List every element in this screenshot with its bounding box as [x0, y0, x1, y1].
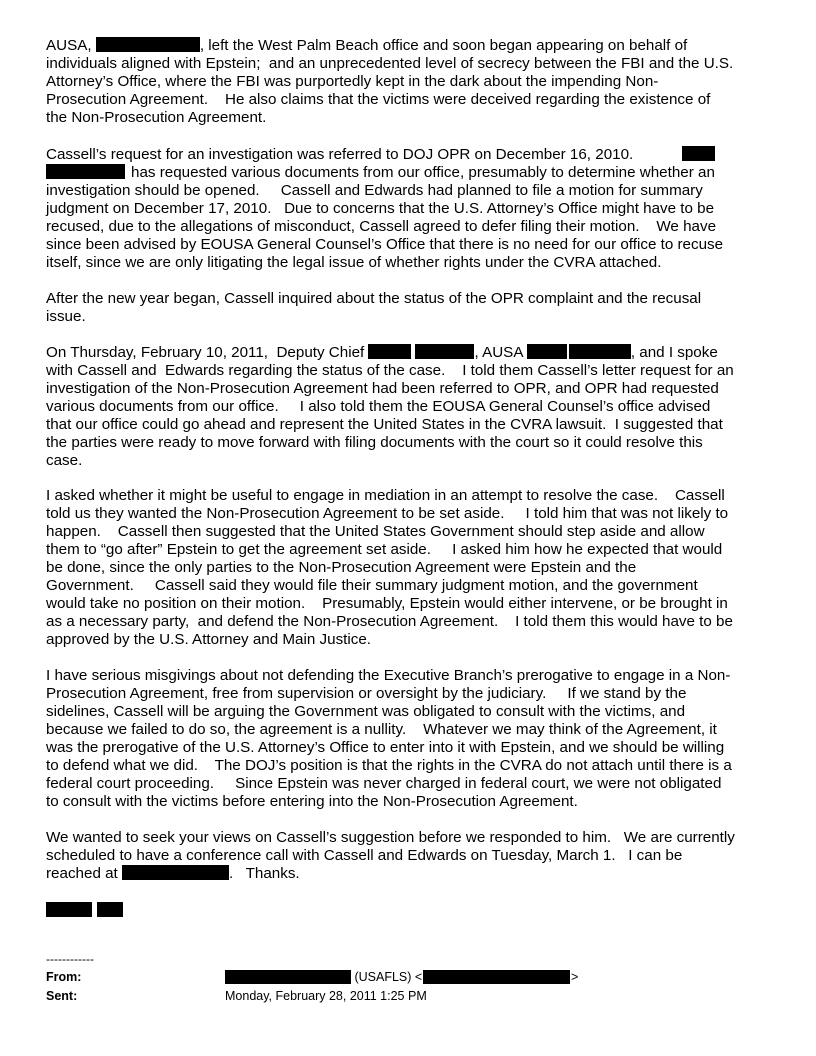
text-line: case. — [46, 452, 83, 469]
text-line: with Cassell and Edwards regarding the status of the case. I told them Cassell’s letter request for an — [46, 362, 734, 379]
text-line: to consult with the victims before entering into the Non-Prosecution Agreement. — [46, 793, 578, 810]
text-line: the Non-Prosecution Agreement. — [46, 109, 267, 126]
text-line: AUSA, , left the West Palm Beach office and soon began appearing on behalf of — [46, 37, 688, 54]
text-line: On Thursday, February 10, 2011, Deputy Chief , AUSA , and I spoke — [46, 344, 718, 361]
sent-label: Sent: — [46, 989, 78, 1003]
text-line: approved by the U.S. Attorney and Main Justice. — [46, 631, 372, 648]
text-line: issue. — [46, 308, 86, 325]
text-line: recused, due to the allegations of misconduct, Cassell agreed to defer filing their motion. We have — [46, 218, 717, 235]
redaction-block — [423, 970, 570, 984]
from-label: From: — [46, 970, 82, 984]
from-value: (USAFLS) < — [351, 970, 423, 984]
redaction-block — [527, 344, 567, 359]
redaction-block — [96, 37, 200, 52]
redaction-block — [225, 970, 351, 984]
text-line: has requested various documents from our office, presumably to determine whether an — [131, 164, 715, 181]
redaction-block — [122, 865, 229, 880]
text-line: itself, since we are only litigating the legal issue of whether rights under the CVRA attached. — [46, 254, 662, 271]
text-line: Attorney’s Office, where the FBI was purportedly kept in the dark about the impending Non- — [46, 73, 659, 90]
redaction-block — [46, 164, 125, 179]
text-line: investigation should be opened. Cassell and Edwards had planned to file a motion for summary — [46, 182, 703, 199]
text-line: since been advised by EOUSA General Counsel’s Office that there is no need for our office to recuse — [46, 236, 724, 253]
text-line: individuals aligned with Epstein; and an unprecedented level of secrecy between the FBI and the U.S. — [46, 55, 734, 72]
text-line: sidelines, Cassell will be arguing the Government was obligated to consult with the victims, and — [46, 703, 686, 720]
text-line: Prosecution Agreement. He also claims that the victims were deceived regarding the existence of — [46, 91, 711, 108]
text-line: as a necessary party, and defend the Non-Prosecution Agreement. I told them this would have to be — [46, 613, 733, 630]
signature-redaction — [46, 902, 92, 917]
text-line: would take no position on their motion. Presumably, Epstein would either intervene, or be brought in — [46, 595, 728, 612]
text-line: Government. Cassell said they would file their summary judgment motion, and the government — [46, 577, 698, 594]
redaction-block — [569, 344, 631, 359]
text-line: was the prerogative of the U.S. Attorney’s Office to enter into it with Epstein, and we should be willing — [46, 739, 725, 756]
text-line: I asked whether it might be useful to engage in mediation in an attempt to resolve the case. Cassell — [46, 487, 725, 504]
text-line: happen. Cassell then suggested that the United States Government should step aside and allow — [46, 523, 705, 540]
text-line: be done, since the only parties to the Non-Prosecution Agreement were Epstein and the — [46, 559, 637, 576]
text-line: to defend what we did. The DOJ’s position is that the rights in the CVRA do not attach until there is a — [46, 757, 732, 774]
text-line: that our office could go ahead and represent the United States in the CVRA lawsuit. I suggested that — [46, 416, 723, 433]
signature-redaction — [97, 902, 123, 917]
text-line: told us they wanted the Non-Prosecution Agreement to be set aside. I told him that was not likely to — [46, 505, 729, 522]
text-line: After the new year began, Cassell inquired about the status of the OPR complaint and the recusal — [46, 290, 702, 307]
text-line: them to “go after” Epstein to get the agreement set aside. I asked him how he expected that would — [46, 541, 723, 558]
redaction-block — [415, 344, 474, 359]
from-email-close: > — [571, 970, 579, 984]
text-line: investigation of the Non-Prosecution Agreement had been referred to OPR, and OPR had requested — [46, 380, 719, 397]
text-line: reached at . Thanks. — [46, 865, 300, 882]
text-line: judgment on December 17, 2010. Due to concerns that the U.S. Attorney’s Office might have to be — [46, 200, 715, 217]
text-line: the parties were ready to move forward with filing documents with the court so it could resolve this — [46, 434, 703, 451]
text-line: Prosecution Agreement, free from supervision or oversight by the judiciary. If we stand by the — [46, 685, 687, 702]
text-line: because we failed to do so, the agreement is a nullity. Whatever we may think of the Agreement, it — [46, 721, 717, 738]
text-line: scheduled to have a conference call with Cassell and Edwards on Tuesday, March 1. I can be — [46, 847, 683, 864]
header-separator: ------------ — [46, 952, 94, 966]
text-line: various documents from our office. I also told them the EOUSA General Counsel’s office advised — [46, 398, 711, 415]
sent-value: Monday, February 28, 2011 1:25 PM — [225, 989, 427, 1003]
text-line: federal court proceeding. Since Epstein was never charged in federal court, we were not obligated — [46, 775, 722, 792]
redaction-block — [682, 146, 715, 161]
redaction-block — [368, 344, 411, 359]
text-line: We wanted to seek your views on Cassell’s suggestion before we responded to him. We are currently — [46, 829, 735, 846]
text-line: I have serious misgivings about not defending the Executive Branch’s prerogative to engage in a Non- — [46, 667, 731, 684]
text-line: Cassell’s request for an investigation was referred to DOJ OPR on December 16, 2010. — [46, 146, 634, 163]
